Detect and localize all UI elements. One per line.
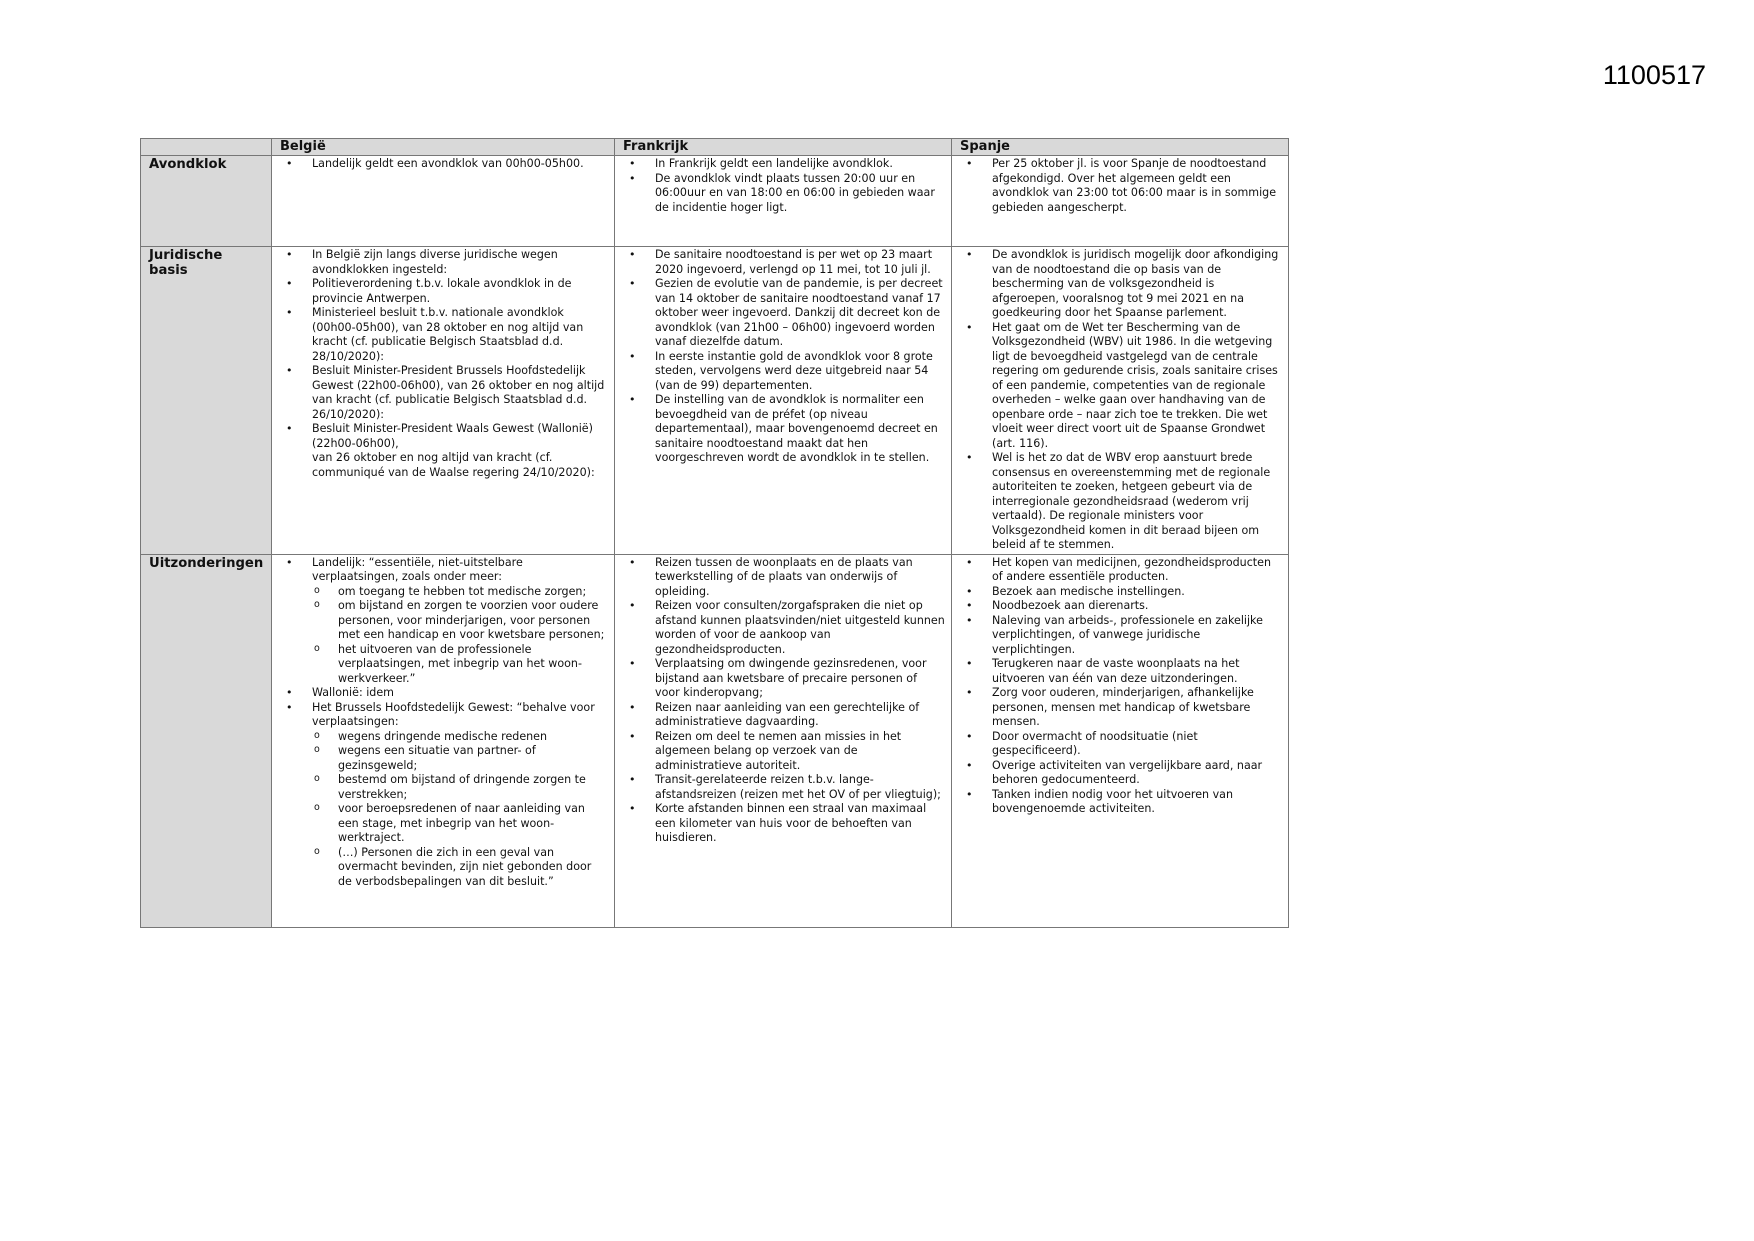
- bullet-list: [960, 248, 1282, 553]
- list-item: • Politieverordening t.b.v. lokale avondklok in de provincie Antwerpen.: [280, 277, 608, 306]
- header-spanje: Spanje: [952, 139, 1289, 156]
- list-item: • Tanken indien nodig voor het uitvoeren van bovengenoemde activiteiten.: [960, 788, 1282, 817]
- bullet-list: [623, 248, 945, 466]
- list-item: • Reizen om deel te nemen aan missies in het algemeen belang op verzoek van de administratieve autoriteit.: [623, 730, 945, 774]
- list-item: • Door overmacht of noodsituatie (niet gespecificeerd).: [960, 730, 1282, 759]
- list-item: • Reizen voor consulten/zorgafspraken die niet op afstand kunnen plaatsvinden/niet uitgesteld kunnen worden of voor de aankoop van gezondheidsproducten.: [623, 599, 945, 657]
- list-item: • Gezien de evolutie van de pandemie, is per decreet van 14 oktober de sanitaire noodtoestand vanaf 17 oktober weer ingevoerd. Dankzij dit decreet kon de avondklok (van 21h00 – 06h00) ingevoerd worden vanaf diezelfde datum.: [623, 277, 945, 350]
- row-label: Avondklok: [141, 156, 272, 247]
- sub-list: [312, 585, 608, 687]
- cell-spanje: [952, 554, 1289, 927]
- list-item: [280, 556, 608, 687]
- header-frankrijk: Frankrijk: [615, 139, 952, 156]
- list-item: • Zorg voor ouderen, minderjarigen, afhankelijke personen, mensen met handicap of kwetsbare mensen.: [960, 686, 1282, 730]
- list-item: • Naleving van arbeids-, professionele en zakelijke verplichtingen, of vanwege juridische verplichtingen.: [960, 614, 1282, 658]
- table-row: [141, 156, 1289, 247]
- sub-list-item: o het uitvoeren van de professionele verplaatsingen, met inbegrip van het woon-werkverkeer.”: [312, 643, 608, 687]
- sub-list-item: o om toegang te hebben tot medische zorgen;: [312, 585, 608, 600]
- table-row: [141, 247, 1289, 555]
- list-item: • Besluit Minister-President Brussels Hoofdstedelijk Gewest (22h00-06h00), van 26 oktober en nog altijd van kracht (cf. publicatie Belgisch Staatsblad d.d. 26/10/2020):: [280, 364, 608, 422]
- bullet-list: [280, 157, 608, 172]
- cell-frankrijk: [615, 247, 952, 555]
- list-item: • Overige activiteiten van vergelijkbare aard, naar behoren gedocumenteerd.: [960, 759, 1282, 788]
- list-item: • Per 25 oktober jl. is voor Spanje de noodtoestand afgekondigd. Over het algemeen geldt een avondklok van 23:00 tot 06:00 maar is in sommige gebieden aangescherpt.: [960, 157, 1282, 215]
- sub-list-item: o voor beroepsredenen of naar aanleiding van een stage, met inbegrip van het woon-werktraject.: [312, 802, 608, 846]
- list-item: • In eerste instantie gold de avondklok voor 8 grote steden, vervolgens werd deze uitgebreid naar 54 (van de 99) departementen.: [623, 350, 945, 394]
- list-item: • Wallonië: idem: [280, 686, 608, 701]
- bullet-list: [960, 556, 1282, 817]
- list-item: • De sanitaire noodtoestand is per wet op 23 maart 2020 ingevoerd, verlengd op 11 mei, tot 10 juli jl.: [623, 248, 945, 277]
- sub-list-item: o (…) Personen die zich in een geval van overmacht bevinden, zijn niet gebonden door de verbodsbepalingen van dit besluit.”: [312, 846, 608, 890]
- document-id: 1100517: [1602, 60, 1706, 90]
- header-corner: [141, 139, 272, 156]
- header-belgie: België: [272, 139, 615, 156]
- row-label: Juridische basis: [141, 247, 272, 555]
- comparison-table: [140, 138, 1289, 928]
- cell-frankrijk: [615, 554, 952, 927]
- bullet-list: [960, 157, 1282, 215]
- bullet-list: [623, 157, 945, 215]
- cell-belgie: [272, 156, 615, 247]
- list-item: • Reizen naar aanleiding van een gerechtelijke of administratieve dagvaarding.: [623, 701, 945, 730]
- bullet-list: [280, 556, 608, 890]
- list-item: • Wel is het zo dat de WBV erop aanstuurt brede consensus en overeenstemming met de regionale autoriteiten te zoeken, hetgeen gebeurt via de interregionale gezondheidsraad (wederom vrij vertaald). De regionale ministers voor Volksgezondheid komen in dit beraad bijeen om beleid af te stemmen.: [960, 451, 1282, 553]
- row-label: Uitzonderingen: [141, 554, 272, 927]
- sub-list-item: o om bijstand en zorgen te voorzien voor oudere personen, voor minderjarigen, voor personen met een handicap en voor kwetsbare personen;: [312, 599, 608, 643]
- sub-list-item: o wegens dringende medische redenen: [312, 730, 608, 745]
- list-item: • Verplaatsing om dwingende gezinsredenen, voor bijstand aan kwetsbare of precaire personen of voor kinderopvang;: [623, 657, 945, 701]
- sub-list-item: o bestemd om bijstand of dringende zorgen te verstrekken;: [312, 773, 608, 802]
- list-item-text-continued: van 26 oktober en nog altijd van kracht (cf. communiqué van de Waalse regering 24/10/2020):: [312, 451, 595, 479]
- list-item: • Het gaat om de Wet ter Bescherming van de Volksgezondheid (WBV) uit 1986. In die wetgeving ligt de bevoegdheid vastgelegd van de centrale regering om gedurende crisis, zoals sanitaire crises of een pandemie, competenties van de regionale overheden – welke gaan over handhaving van de openbare orde – naar zich toe te trekken. Die wet vloeit weer direct voort uit de Spaanse Grondwet (art. 116).: [960, 321, 1282, 452]
- table-row: [141, 554, 1289, 927]
- cell-belgie: [272, 247, 615, 555]
- list-item: • Reizen tussen de woonplaats en de plaats van tewerkstelling of de plaats van onderwijs of opleiding.: [623, 556, 945, 600]
- cell-spanje: [952, 156, 1289, 247]
- list-item: [280, 422, 608, 480]
- list-item-text: • Besluit Minister-President Waals Gewest (Wallonië) (22h00-06h00),: [312, 422, 593, 450]
- list-item: • De avondklok is juridisch mogelijk door afkondiging van de noodtoestand die op basis van de bescherming van de volksgezondheid is afgeroepen, vooralsnog tot 9 mei 2021 en na goedkeuring door het Spaanse parlement.: [960, 248, 1282, 321]
- list-item: • In België zijn langs diverse juridische wegen avondklokken ingesteld:: [280, 248, 608, 277]
- list-item-text: • Het Brussels Hoofdstedelijk Gewest: “behalve voor verplaatsingen:: [312, 700, 595, 728]
- cell-belgie: [272, 554, 615, 927]
- cell-frankrijk: [615, 156, 952, 247]
- list-item: • Korte afstanden binnen een straal van maximaal een kilometer van huis voor de behoeften van huisdieren.: [623, 802, 945, 846]
- header-row: [141, 139, 1289, 156]
- list-item: • Transit-gerelateerde reizen t.b.v. lange-afstandsreizen (reizen met het OV of per vliegtuig);: [623, 773, 945, 802]
- list-item: • Ministerieel besluit t.b.v. nationale avondklok (00h00-05h00), van 28 oktober en nog altijd van kracht (cf. publicatie Belgisch Staatsblad d.d. 28/10/2020):: [280, 306, 608, 364]
- list-item: • Het kopen van medicijnen, gezondheidsproducten of andere essentiële producten.: [960, 556, 1282, 585]
- list-item: • Bezoek aan medische instellingen.: [960, 585, 1282, 600]
- list-item: • De avondklok vindt plaats tussen 20:00 uur en 06:00uur en van 18:00 en 06:00 in gebieden waar de incidentie hoger ligt.: [623, 172, 945, 216]
- list-item: • Terugkeren naar de vaste woonplaats na het uitvoeren van één van deze uitzonderingen.: [960, 657, 1282, 686]
- list-item: • Noodbezoek aan dierenarts.: [960, 599, 1282, 614]
- list-item: • In Frankrijk geldt een landelijke avondklok.: [623, 157, 945, 172]
- sub-list: [312, 730, 608, 890]
- bullet-list: [280, 248, 608, 480]
- list-item: [280, 701, 608, 890]
- bullet-list: [623, 556, 945, 846]
- cell-spanje: [952, 247, 1289, 555]
- sub-list-item: o wegens een situatie van partner- of gezinsgeweld;: [312, 744, 608, 773]
- list-item-text: • Landelijk: “essentiële, niet-uitstelbare verplaatsingen, zoals onder meer:: [312, 555, 523, 583]
- list-item: • De instelling van de avondklok is normaliter een bevoegdheid van de préfet (op niveau departementaal), maar bovengenoemd decreet en sanitaire noodtoestand maakt dat hen voorgeschreven wordt de avondklok in te stellen.: [623, 393, 945, 466]
- list-item: • Landelijk geldt een avondklok van 00h00-05h00.: [280, 157, 608, 172]
